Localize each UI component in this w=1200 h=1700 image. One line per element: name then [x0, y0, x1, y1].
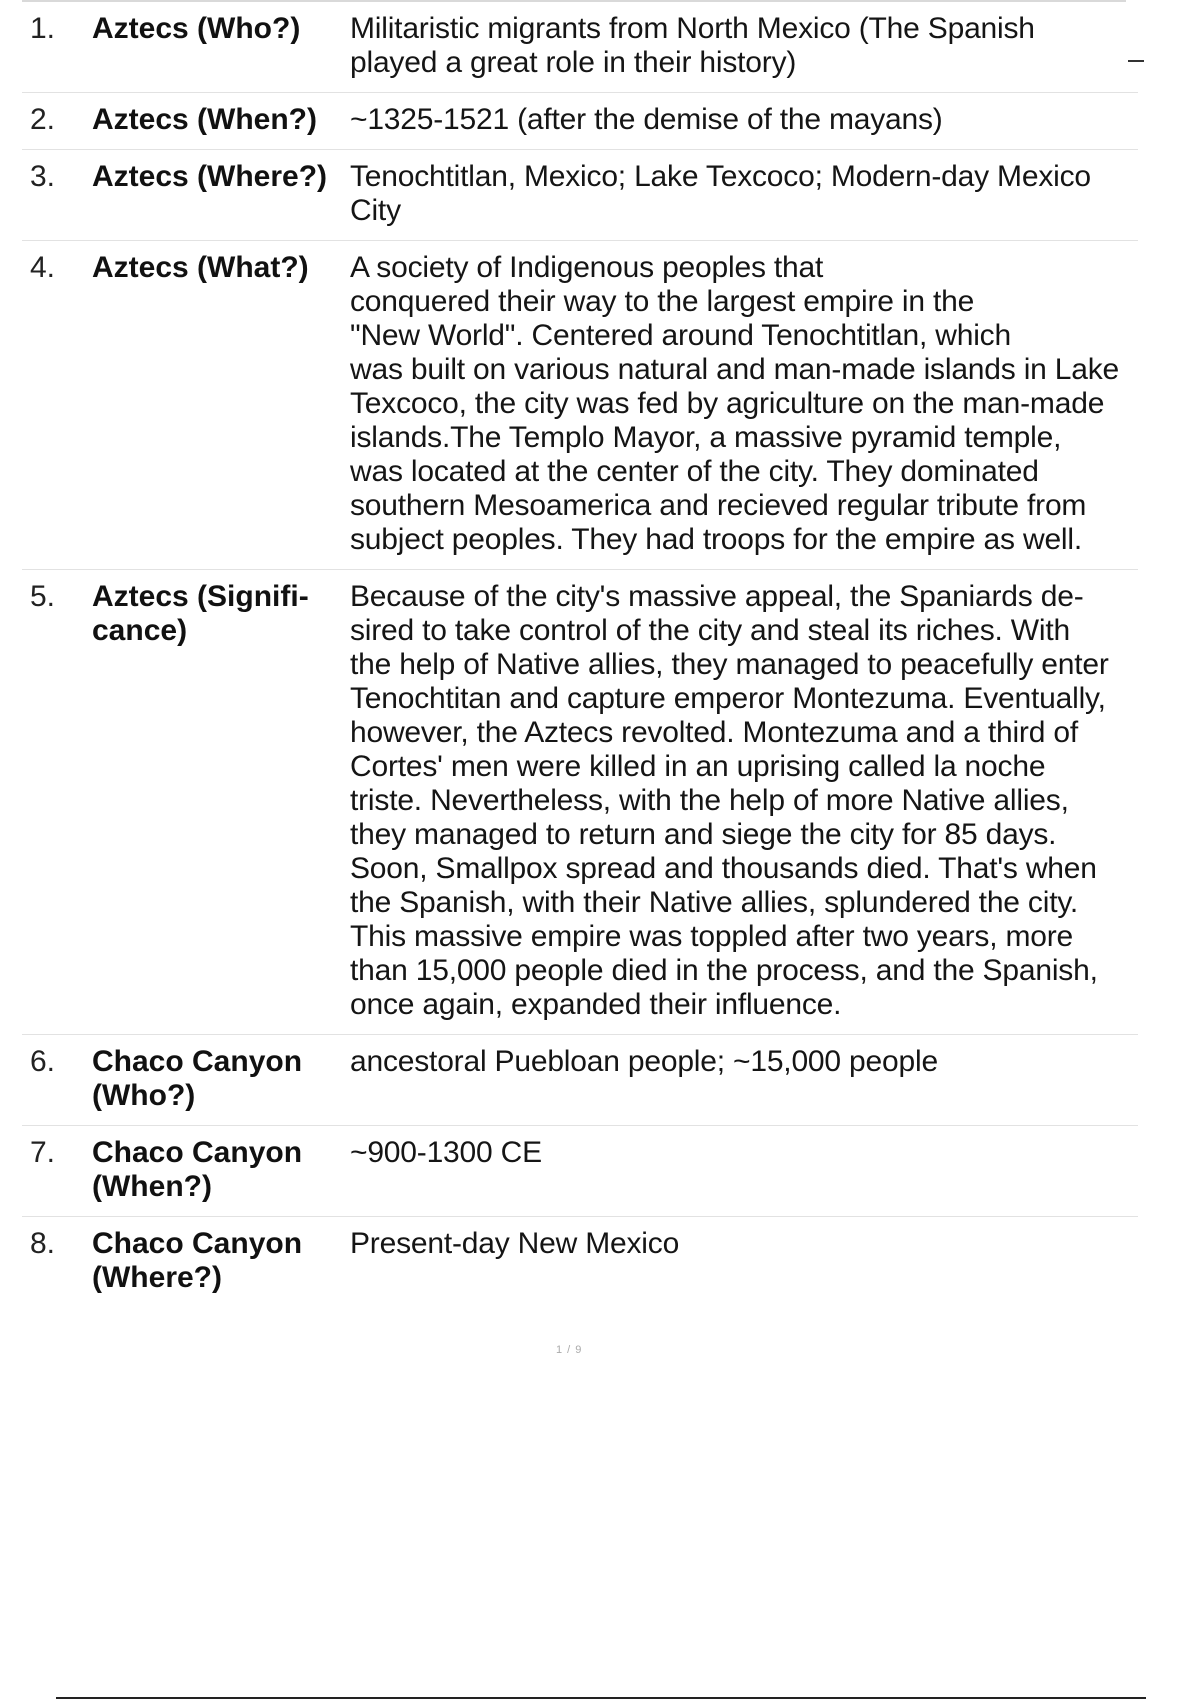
definition-cell [350, 2, 1138, 93]
definition-line: Soon, Smallpox spread and thousands died. That's when [350, 852, 1097, 885]
term-line: (Who?) [92, 1079, 196, 1112]
definition-line: conquered their way to the largest empire in the [350, 285, 975, 318]
definition-line: islands.The Templo Mayor, a massive pyramid temple, [350, 421, 1062, 454]
definition-line: This massive empire was toppled after two years, more [350, 920, 1074, 953]
definition-line: was built on various natural and man-made islands in Lake [350, 353, 1120, 386]
definition-cell [350, 570, 1138, 1035]
definition-line: Tenochtitan and capture emperor Montezuma. Eventually, [350, 682, 1106, 715]
row-number: 7. [22, 1126, 92, 1217]
definition-line: played a great role in their history) [350, 46, 797, 79]
definition-line: Because of the city's massive appeal, the Spaniards de- [350, 580, 1084, 613]
term-line: (When?) [92, 1170, 212, 1203]
definition-line: ~900-1300 CE [350, 1136, 542, 1169]
row-number: 8. [30, 1227, 56, 1260]
row-number: 4. [22, 241, 92, 570]
term-line: Aztecs (Where?) [92, 160, 328, 193]
table-body [22, 2, 1138, 1307]
term-cell [92, 2, 350, 93]
definition-line: ~1325-1521 (after the demise of the mayans) [350, 103, 943, 136]
definition-line: Tenochtitlan, Mexico; Lake Texcoco; Modern-day Mexico [350, 160, 1091, 193]
table-row [22, 150, 1138, 241]
table-row [22, 1035, 1138, 1126]
definition-line: sired to take control of the city and steal its riches. With [350, 614, 1070, 647]
term-line: Chaco Canyon [92, 1227, 303, 1260]
term-line: Aztecs (Who?) [92, 12, 301, 45]
term-cell [92, 1035, 350, 1126]
term-line: Chaco Canyon [92, 1045, 303, 1078]
definition-cell [350, 93, 1138, 150]
definition-line: they managed to return and siege the city for 85 days. [350, 818, 1057, 851]
definition-line: A society of Indigenous peoples that [350, 251, 824, 284]
definition-line: Cortes' men were killed in an uprising called la noche [350, 750, 1046, 783]
definition-line: ancestoral Puebloan people; ~15,000 people [350, 1045, 938, 1078]
definition-line: the Spanish, with their Native allies, splundered the city. [350, 886, 1079, 919]
definition-cell [350, 1217, 1138, 1308]
term-line: Chaco Canyon [92, 1136, 303, 1169]
term-cell [92, 150, 350, 241]
term-cell [92, 241, 350, 570]
term-line: cance) [92, 614, 188, 647]
definition-line: the help of Native allies, they managed to peacefully enter [350, 648, 1109, 681]
definition-line: Present-day New Mexico [350, 1227, 680, 1260]
row-number: 3. [22, 150, 92, 241]
term-definition-table [22, 2, 1138, 1307]
table-row [22, 93, 1138, 150]
term-line: Aztecs (Signifi- [92, 580, 309, 613]
page-indicator: 1 / 9 [556, 1344, 583, 1356]
term-cell [92, 93, 350, 150]
definition-line: Texcoco, the city was fed by agriculture on the man-made [350, 387, 1105, 420]
definition-line: subject peoples. They had troops for the empire as well. [350, 523, 1082, 556]
table-row [22, 570, 1138, 1035]
definition-line: Militaristic migrants from North Mexico (The Spanish [350, 12, 1035, 45]
row-number: 2. [22, 93, 92, 150]
row-number: 5. [22, 570, 92, 1035]
table-row [22, 241, 1138, 570]
table-row [22, 1217, 1138, 1308]
table-row [22, 1126, 1138, 1217]
bottom-divider [56, 1697, 1146, 1699]
term-cell [92, 570, 350, 1035]
row-number: 1. [22, 2, 92, 93]
term-line: Aztecs (When?) [92, 103, 317, 136]
definition-line: southern Mesoamerica and recieved regular tribute from [350, 489, 1087, 522]
definition-cell [350, 241, 1138, 570]
row-number: 6. [22, 1035, 92, 1126]
definition-cell [350, 1126, 1138, 1217]
term-cell [92, 1126, 350, 1217]
table-row [22, 2, 1138, 93]
term-cell [92, 1217, 350, 1308]
term-line: Aztecs (What?) [92, 251, 309, 284]
term-line: (Where?) [92, 1261, 222, 1294]
definition-line: City [350, 194, 401, 227]
definition-line: however, the Aztecs revolted. Montezuma and a third of [350, 716, 1078, 749]
definition-cell [350, 1035, 1138, 1126]
definition-line: once again, expanded their influence. [350, 988, 842, 1021]
definition-line: was located at the center of the city. They dominated [350, 455, 1039, 488]
definition-cell [350, 150, 1138, 241]
definition-line: triste. Nevertheless, with the help of more Native allies, [350, 784, 1069, 817]
definition-line: than 15,000 people died in the process, and the Spanish, [350, 954, 1098, 987]
definition-line: "New World". Centered around Tenochtitlan, which [350, 319, 1011, 352]
